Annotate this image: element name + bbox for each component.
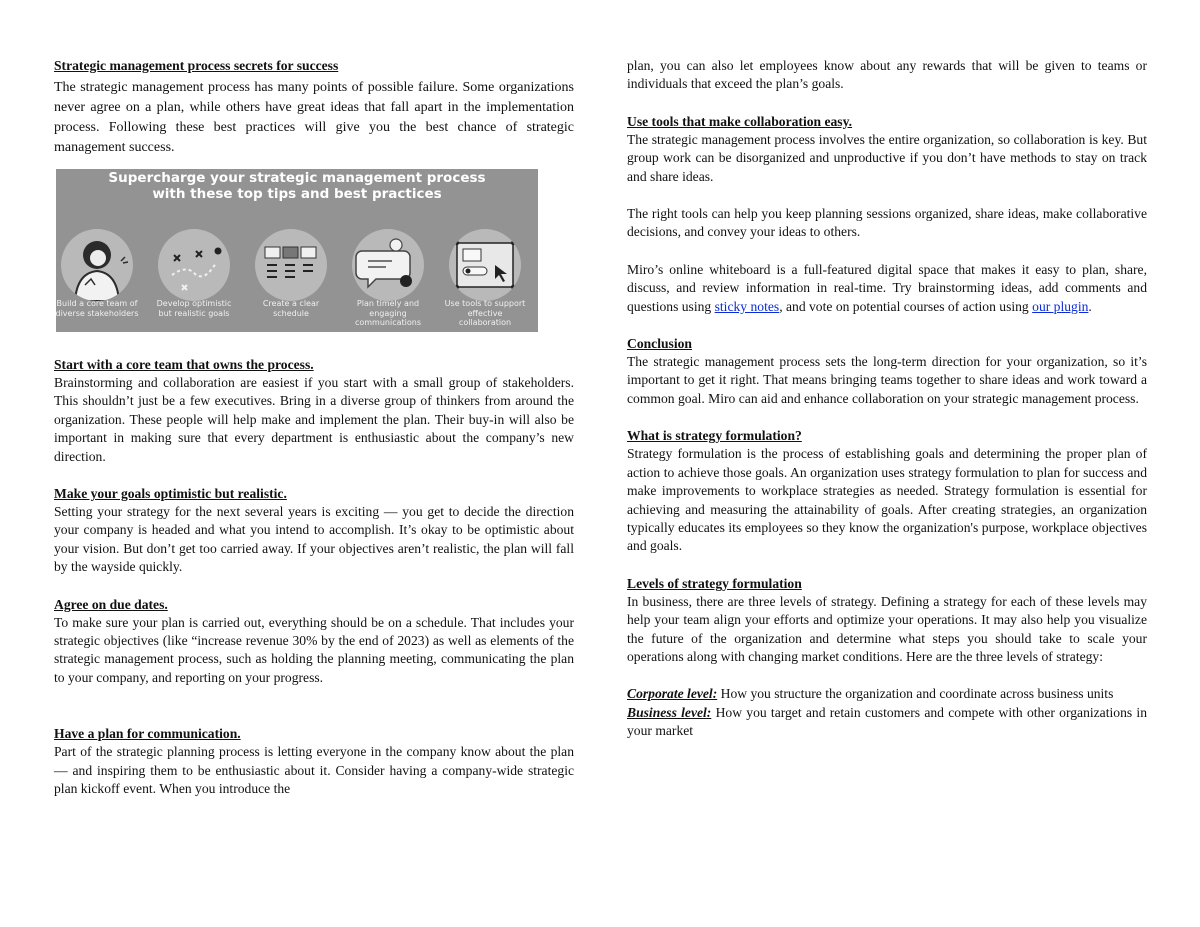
infographic-label-2: Develop optimistic but realistic goals [156,299,232,318]
core-team-heading: Start with a core team that owns the process. [54,357,314,372]
communication-heading: Have a plan for communication. [54,726,241,742]
team-person-icon [61,229,133,301]
level-business-text: How you target and retain customers and compete with other organizations in your market [627,704,1147,739]
left-column [54,57,574,799]
tools-heading: Use tools that make collaboration easy. [627,113,853,129]
due-dates-text: To make sure your plan is carried out, everything should be on a schedule. That includes your strategic objectives (like “increase revenue 30% by the end of 2023) as well as elements of the strategic management process, such as holding the planning meeting, communicating the plan to your company, and reporting on your progress. [54,614,574,685]
levels-heading: Levels of strategy formulation [627,575,802,591]
infographic-label-4: Plan timely and engaging communications [354,299,422,327]
goals-heading: Make your goals optimistic but realistic. [54,486,287,502]
route-goals-icon [158,229,230,301]
collaboration-tools-icon [449,229,521,301]
conclusion-heading: Conclusion [627,336,692,352]
goals-text: Setting your strategy for the next several years is exciting — you get to decide the direction your company is headed and what you intend to accomplish. It’s okay to be optimistic about your vision. But don’t get too carried away. If your objectives aren’t realistic, the plan will fall by the wayside quickly. [54,504,574,575]
tools-text-b: , and vote on potential courses of action using [779,298,1033,314]
level-business [627,704,1147,741]
formulation-text: Strategy formulation is the process of establishing goals and determining the proper plan of action to achieve those goals. An organization uses strategy formulation to plan for success and make improvements to workplace strategies as needed. Strategy formulation is essential for achieving and measuring the attainability of goals. After creating strategies, an organization typically educates its employees so they know the organization's purpose, workplace objectives and goals. [627,446,1147,554]
core-team-text: Brainstorming and collaboration are easiest if you start with a small group of stakeholders. This shouldn’t just be a few executives. Bring in a diverse group of thinkers from around the organization. These people will help make and implement the plan. Their buy-in will also be important in making sure that every department is enthusiastic about the company’s new direction. [54,375,574,464]
our-plugin-link[interactable]: our plugin [1032,298,1089,314]
infographic-title [56,169,538,202]
infographic-label-5: Use tools to support effective collaboration [444,299,526,327]
tools-paragraph-3 [627,261,1147,316]
infographic-label-3: Create a clear schedule [262,299,320,318]
right-column [627,57,1147,741]
level-corporate-text: How you structure the organization and coordinate across business units [717,686,1114,702]
level-business-name: Business level: [627,704,712,720]
tools-text-c: . [1088,298,1092,314]
sticky-notes-link[interactable]: sticky notes [714,298,780,314]
infographic-title-line1: Supercharge your strategic management process [108,170,486,186]
levels-text: In business, there are three levels of strategy. Defining a strategy for each of these levels may help your team align your efforts and optimize your operations. It may also help you visualize the future of the organization and determine what steps you should take to scale your operations along with changing market conditions. Here are the three levels of strategy: [627,593,1147,664]
tools-paragraph-2: The right tools can help you keep planning sessions organized, share ideas, make collaborative decisions, and convey your ideas to others. [627,206,1147,240]
formulation-heading: What is strategy formulation? [627,428,802,444]
infographic-title-line2: with these top tips and best practices [152,186,442,202]
infographic-label-1: Build a core team of diverse stakeholders [55,299,139,318]
tools-paragraph-1: The strategic management process involves the entire organization, so collaboration is key. But group work can be disorganized and unproductive if you don’t have methods to stay on track and share ideas. [627,131,1147,184]
intro-paragraph: The strategic management process has many points of possible failure. Some organizations never agree on a plan, while others have great ideas that fall apart in the implementation process. Following these best practices will give you the best chance of strategic management success. [54,80,574,155]
communication-icon [352,229,424,301]
level-corporate [627,685,1147,703]
communication-text: Part of the strategic planning process is letting everyone in the company know about the plan — and inspiring them to be enthusiastic about it. Consider having a company-wide strategic plan kickoff event. When you introduce the [54,744,574,797]
conclusion-text: The strategic management process sets the long-term direction for your organization, so it’s important to get it right. That means bringing teams together to share ideas and work toward a common goal. Miro can aid and enhance collaboration on your strategic management process. [627,354,1147,406]
due-dates-heading: Agree on due dates. [54,596,168,612]
tools-text-a: Miro’s online whiteboard is a full-featured digital space that makes it easy to plan, share, discuss, and review information in real-time. Try brainstorming ideas, add comments and questions using [627,261,1147,314]
continuation-text: plan, you can also let employees know about any rewards that will be given to teams or individuals that exceed the plan’s goals. [627,58,1147,92]
infographic-image [56,169,538,332]
level-corporate-name: Corporate level: [627,686,718,702]
intro-heading: Strategic management process secrets for success [54,58,339,73]
schedule-icon [255,229,327,301]
